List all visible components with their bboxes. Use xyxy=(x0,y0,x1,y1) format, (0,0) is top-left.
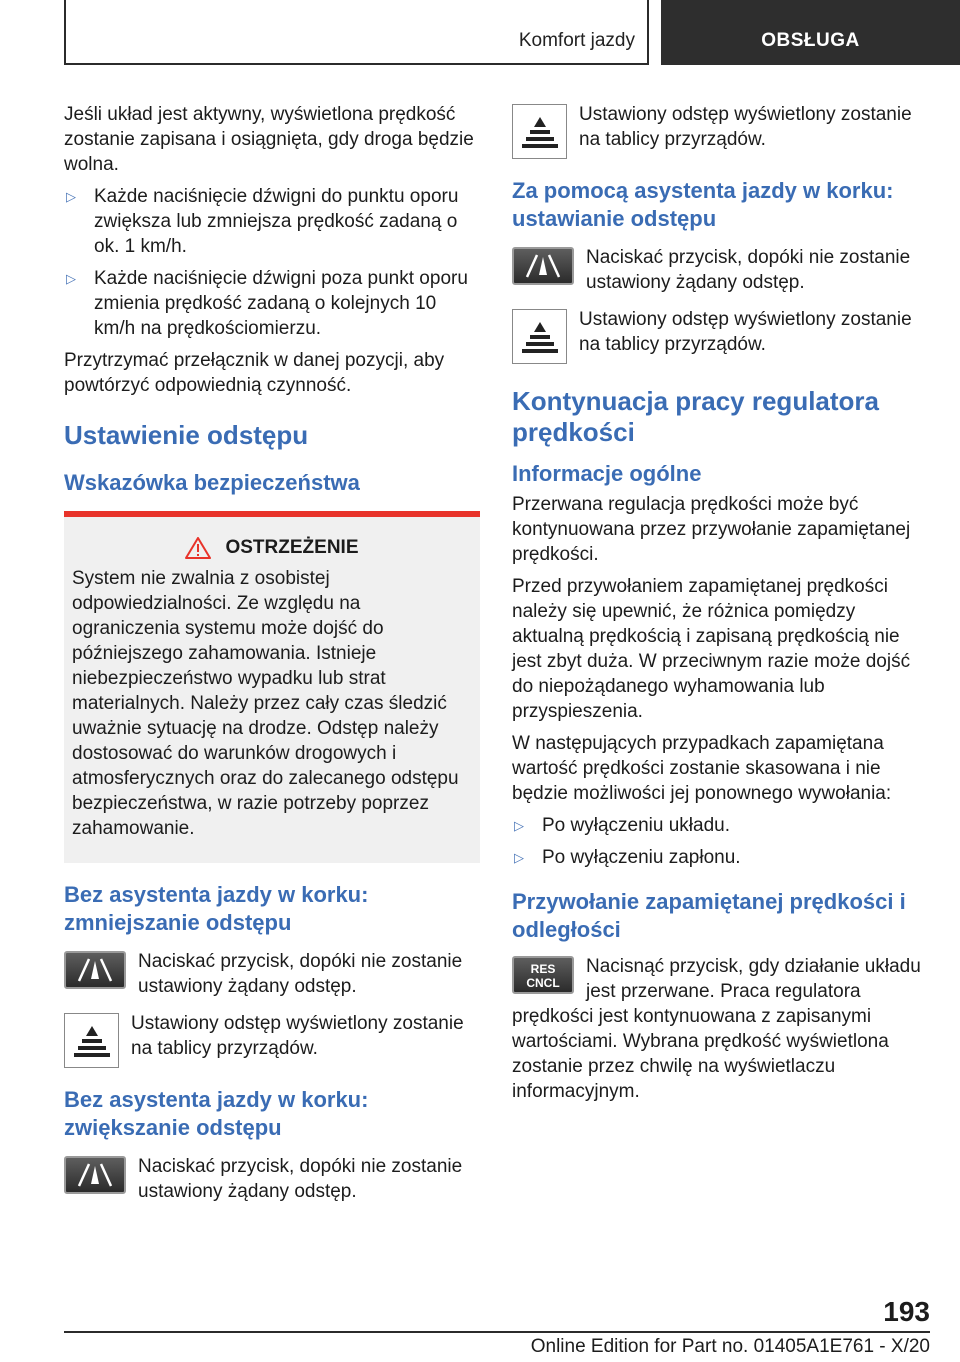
jam-press-text: Naciskać przycisk, dopóki nie zostanie ustawiony żądany odstęp. xyxy=(586,247,911,293)
heading-continue: Kontynuacja pracy regulatora prędkości xyxy=(512,386,879,447)
distance-button-icon xyxy=(64,1156,126,1194)
warning-box xyxy=(64,511,480,863)
increase-button-row xyxy=(64,1154,480,1204)
heading-recall: Przywołanie zapamiętanej prędkości i odległości xyxy=(512,889,906,942)
jam-display-row xyxy=(512,307,928,364)
triangle-right-icon: ▷ xyxy=(66,189,76,204)
list-item: ▷ Każde naciśnięcie dźwigni poza punkt oporu zmienia prędkość zadaną o kolejnych 10 km/h na prędkościomierzu. xyxy=(66,268,468,339)
triangle-right-icon: ▷ xyxy=(66,271,76,286)
triangle-right-icon: ▷ xyxy=(514,850,524,865)
chapter-title: Komfort jazdy xyxy=(518,30,635,51)
distance-button-icon xyxy=(512,247,574,285)
right-column xyxy=(512,102,928,1104)
decrease-press-text: Naciskać przycisk, dopóki nie zostanie ustawiony żądany odstęp. xyxy=(138,951,463,997)
increase-display-row xyxy=(512,102,928,159)
left-column xyxy=(64,102,480,1216)
footer-divider xyxy=(64,1331,930,1333)
heading-decrease: Bez asystenta jazdy w korku: zmniejszanie odstępu xyxy=(64,882,369,935)
section-title: OBSŁUGA xyxy=(761,30,860,51)
increase-press-text: Naciskać przycisk, dopóki nie zostanie ustawiony żądany odstęp. xyxy=(138,1156,463,1202)
jam-button-row xyxy=(512,245,928,295)
warning-text: System nie zwalnia z osobistej odpowiedzialności. Ze względu na ograniczenia systemu może dojść do późniejszego zahamowania. Istnieje niebezpieczeństwo wypadku lub strat materialnych. Należy przez cały czas śledzić uważnie sytuację na drodze. Odstęp należy dostosować do warunków drogowych i atmosferycznych oraz do zalecanego odstępu bezpieczeństwa, w razie potrzeby poprzez zahamowanie. xyxy=(72,568,459,839)
increase-display-text: Ustawiony odstęp wyświetlony zostanie na tablicy przyrządów. xyxy=(579,104,912,150)
list-item: ▷ Każde naciśnięcie dźwigni do punktu oporu zwiększa lub zmniejsza prędkość zadaną o ok. 1 km/h. xyxy=(66,186,459,257)
recall-block xyxy=(512,954,928,1104)
general-paragraph-2: Przed przywołaniem zapamiętanej prędkości należy się upewnić, że różnica pomiędzy aktualną prędkością i zapisaną prędkością nie jest zbyt duża. W przeciwnym razie może dojść do niepożądanego wyhamowania lub przyspieszenia. xyxy=(512,576,911,722)
page-number: 193 xyxy=(883,1296,930,1327)
list-item: ▷ Po wyłączeniu układu. xyxy=(514,815,730,836)
distance-bars-icon xyxy=(64,1013,119,1068)
res-cncl-button-icon: RES CNCL xyxy=(512,956,574,994)
general-paragraph-3: W następujących przypadkach zapamiętana wartość prędkości zostanie skasowana i nie będzie możliwości jej ponownego wywołania: xyxy=(512,733,892,804)
warning-title: OSTRZEŻENIE xyxy=(72,535,472,560)
warning-triangle-icon xyxy=(185,537,211,559)
list-item: ▷ Po wyłączeniu zapłonu. xyxy=(514,847,741,868)
header-chapter-box xyxy=(64,0,649,65)
intro-paragraph: Jeśli układ jest aktywny, wyświetlona prędkość zostanie zapisana i osiągnięta, gdy droga będzie wolna. xyxy=(64,104,474,175)
heading-jam-assist: Za pomocą asystenta jazdy w korku: ustawianie odstępu xyxy=(512,178,894,231)
distance-bars-icon xyxy=(512,104,567,159)
general-paragraph-1: Przerwana regulacja prędkości może być kontynuowana przez przywołanie zapamiętanej prędkości. xyxy=(512,494,911,565)
header-section-box xyxy=(661,0,960,65)
jam-display-text: Ustawiony odstęp wyświetlony zostanie na tablicy przyrządów. xyxy=(579,309,912,355)
footer-edition: Online Edition for Part no. 01405A1E761 - X/20 xyxy=(530,1336,930,1357)
heading-distance: Ustawienie odstępu xyxy=(64,420,309,450)
hold-paragraph: Przytrzymać przełącznik w danej pozycji, aby powtórzyć odpowiednią czynność. xyxy=(64,350,445,396)
heading-safety: Wskazówka bezpieczeństwa xyxy=(64,470,360,495)
decrease-display-row xyxy=(64,1011,480,1068)
decrease-button-row xyxy=(64,949,480,999)
heading-general: Informacje ogólne xyxy=(512,461,702,486)
distance-bars-icon xyxy=(512,309,567,364)
distance-button-icon xyxy=(64,951,126,989)
recall-text: Nacisnąć przycisk, gdy działanie układu jest przerwane. Praca regulatora prędkości jest kontynuowana z zapisanymi wartościami. Wybrana prędkość wyświetlona zostanie przez chwilę na wyświetlaczu informacyjnym. xyxy=(512,956,921,1102)
triangle-right-icon: ▷ xyxy=(514,818,524,833)
decrease-display-text: Ustawiony odstęp wyświetlony zostanie na tablicy przyrządów. xyxy=(131,1013,464,1059)
heading-increase: Bez asystenta jazdy w korku: zwiększanie odstępu xyxy=(64,1087,369,1140)
